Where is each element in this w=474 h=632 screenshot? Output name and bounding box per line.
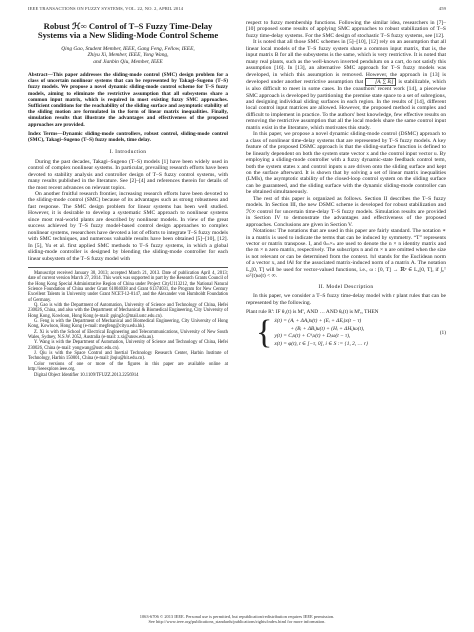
equation-line-4: x(t) = φ(t), t ∈ [−τ, 0], i ∈ S := {1, 2, … r}: [274, 340, 369, 347]
right-paragraph-3: In this paper, we propose a novel dynamic sliding-mode control (DSMC) approach to a class of nonlinear time-delay systems that are represented by T–S fuzzy models. A key feature of the proposed DSMC approach is that the sliding-surface function is defined to be linearly dependent on both the system state vector x and the control input vector u. By employing a sliding-mode controller with a fuzzy dynamic-state feedback control term, both the system states x and control inputs u are driven onto the sliding surface and kept on the surface afterward. It is shown that by solving a set of linear matrix inequalities (LMIs), the asymptotic stability of the closed-loop control system on the sliding surface can be guaranteed, and the sliding surface with the dynamic sliding-mode controller can be obtained simultaneously.: [246, 131, 446, 196]
equation-number: (1): [439, 330, 446, 336]
right-paragraph-2b: is stabilizable, which is also difficult to meet in some cases. In the coauthors' recent work [14], a piecewise SMC approach is developed by partitioning the premise state space to a set of subregions, and designing individual sliding surfaces in each region. In the results of [14], different local control input matrices are allowed. However, the proposed method is complex and difficult to implement in practice. To the authors' best knowledge, few effective results on removing the restrictive assumption that all the local models share the same control input matrix exist in the literature, which motivates this study.: [246, 79, 446, 131]
author-line-3: and Jianbin Qiu, Member, IEEE: [93, 58, 163, 65]
running-head: [28, 6, 446, 11]
right-paragraph-2a: It is noted that all those SMC schemes in [5]–[10], [12] rely on an assumption that all linear local models of the T–S fuzzy system share a common input matrix, that is, the input matrix B for all the subsystems is the same, which is very restrictive. It is noted that many real plants, such as the well-known inverted pendulum on a cart, do not satisfy this assumption [16]. In [13], an alternative SMC approach for T–S fuzzy models was developed, in which this assumption is removed. However, the approach in [13] is developed under another restrictive assumption that: [246, 39, 446, 86]
footnote-manuscript: Manuscript received January 30, 2013; accepted March 21, 2013. Date of publication April 4, 2013; date of current version March 27, 2014. This work was supported in part by the Research Grants Council of the Hong Kong Special Administrative Region of China under Project CityU113212, the National Natural Science Foundation of China under Grant 61004038 and Grant 61374031, the Program for New Century Excellent Talents in University under Grant NCET-12-0147, and the Alexander von Humboldt Foundation of Germany.: [28, 270, 228, 303]
equation-lines: [274, 318, 435, 348]
right-paragraph-2: [246, 39, 446, 131]
copyright-footer: [28, 614, 446, 624]
section-heading-introduction: I. Introduction: [109, 149, 147, 156]
footnote-author-feng: G. Feng is with the Department of Mechanical and Biomedical Engineering, City University of Hong Kong, Kowloon, Hong Kong (e-mail: megfeng@cityu.edu.hk).: [28, 319, 228, 330]
footnote: [28, 267, 228, 378]
right-paragraph-4: The rest of this paper is organized as follows. Section II describes the T–S fuzzy models. In Section III, the new DSMC scheme is developed for robust stabilization and ℋ∞ control for uncertain time-delay T–S fuzzy models. Simulation results are provided in Section IV to demonstrate the advantages and effectiveness of the proposed approaches. Conclusions are given in Section V.: [246, 195, 446, 228]
inline-matrix: [Aᵢ ∑ Bᵢ]: [365, 78, 396, 86]
abstract: Abstract—This paper addresses the sliding-mode control (SMC) design problem for a class of uncertain nonlinear systems that can be represented by Takagi–Sugeno (T–S) fuzzy models. We propose a novel dynamic sliding-mode control scheme for T–S fuzzy models, aiming to eliminate the restrictive assumption that all subsystems share a common input matrix, which is required in most existing fuzzy SMC approaches. Sufficient conditions for the reachability of the sliding surface and asymptotic stability of the sliding motion are formulated in the form of linear matrix inequalities. Finally, simulation results that illustrate the advantages and effectiveness of the proposed approaches are provided.: [28, 72, 228, 128]
author-line-1: Qing Gao, Student Member, IEEE, Gang Feng, Fellow, IEEE,: [61, 45, 195, 52]
equation-line-1: ẋ(t) = (Aᵢ + ΔAᵢ)x(t) + (Eᵢ + ΔEᵢ)x(t − τ): [274, 318, 362, 325]
equation-1: [256, 314, 446, 352]
footnote-author-gao: Q. Gao is with the Department of Automation, University of Science and Technology of China, Hefei 230026, China, and also with the Department of Mechanical & Biomedical Engineering, City University of Hong Kong, Kowloon, Hong Kong (e-mail: gqing2c@mail.ustc.edu.cn).: [28, 303, 228, 319]
left-column: [28, 20, 228, 378]
copyright-line-1: 1063-6706 © 2013 IEEE. Personal use is permitted, but republication/redistribution requires IEEE permission.: [139, 614, 335, 619]
equation-line-2: + (Bᵢ + ΔBᵢ)u(t) + (Hᵢ + ΔHᵢ)ω(t),: [290, 325, 365, 332]
section-heading-model: II. Model Description: [318, 283, 374, 290]
author-line-2: Zhiyu Xi, Member, IEEE, Yong Wang,: [87, 52, 169, 59]
right-column: [246, 20, 446, 352]
footnote-author-wang: Y. Wang is with the Department of Automation, University of Science and Technology of China, Hefei 230026, China (e-mail: yongwang@ustc.edu.cn).: [28, 340, 228, 351]
author-block: [28, 46, 228, 65]
footnote-color-versions: Color versions of one or more of the figures in this paper are available online at http://ieeexplore.ieee.org.: [28, 361, 228, 373]
intro-paragraph-2: On another fruitful research frontier, increasing research efforts have been devoted to the sliding-mode control (SMC) because of its advantages such as strong robustness and fast response. The SMC design problem for linear systems has been well studied. However, it is desirable to develop a systematic SMC approach to nonlinear systems since most real-world plants are described by nonlinear models. In view of the great success achieved by T–S fuzzy model-based control design approaches to complex nonlinear systems, researchers have devoted a lot of efforts to integrate T–S fuzzy models with SMC techniques, and numerous valuable results have been obtained [5]–[10], [12]. In [5], Yu et al. first applied SMC methods to T–S fuzzy systems, in which a global sliding-mode controller is designed by blending the sliding-mode controller for each linear subsystem of the T–S fuzzy model with: [28, 190, 228, 262]
equation-line-3: y(t) = Cᵢx(t) + Cᵈᵢx(t) + Dᵢω(t − τ),: [274, 333, 351, 340]
left-brace: {: [256, 314, 273, 352]
page-number: 459: [438, 6, 446, 11]
right-paragraph-1: respect to fuzzy membership functions. Following the similar idea, researchers in [7]–[10] proposed some results of applying SMC approaches to robust stabilization of T–S fuzzy time-delay systems. For the SMC design of stochastic T–S fuzzy systems, see [12].: [246, 20, 446, 39]
paper-title: Robust ℋ∞ Control of T–S Fuzzy Time-Delay Systems via a New Sliding-Mode Control Scheme: [37, 21, 219, 41]
footnote-author-xi: Z. Xi is with the School of Electrical Engineering and Telecommunications, University of New South Wales, Sydney, N.S.W. 2052, Australia (e-mail: z.xi@unsw.edu.au).: [28, 329, 228, 341]
journal-header: IEEE TRANSACTIONS ON FUZZY SYSTEMS, VOL. 22, NO. 2, APRIL 2014: [28, 6, 184, 11]
model-paragraph-1: In this paper, we consider a T–S fuzzy time-delay model with r plant rules that can be represented by the following.: [246, 293, 446, 306]
index-terms: Index Terms—Dynamic sliding-mode controllers, robust control, sliding-mode control (SMC), Takagi–Sugeno (T–S) fuzzy models, time delay.: [28, 130, 228, 144]
notations-paragraph: Notations: The notations that are used in this paper are fairly standard. The notation ∗ in a matrix is used to indicate the terms that can be induced by symmetry. “T” represents vector or matrix transpose. I, and 0ₘ×ₙ are used to denote the n × n identity matrix and the m × n zero matrix, respectively. The subscripts n and m × n are omitted when the size is not relevant or can be determined from the context. ‖x‖ stands for the Euclidean norm of a vector x, and ‖A‖ for the associated matrix-induced norm of a matrix A. The notation L₂[0, T] will be used for vector-valued functions, i.e., ω : [0, T] → ℝᵖ ∈ L₂[0, T], if ∫₀ᵀ ωᵀ(t)ω(t) < ∞.: [246, 228, 446, 280]
plant-rule: Plant rule Rⁱ: IF θ₁(t) is Mⁱ₁ AND … AND θₑ(t) is Mⁱₑ, THEN: [246, 309, 379, 316]
copyright-line-2: See http://www.ieee.org/publications_standards/publications/rights/index.html for more information.: [148, 619, 326, 625]
intro-paragraph-1: During the past decades, Takagi–Sugeno (T–S) models [1] have been widely used in control of complex nonlinear systems. In particular, prevailing research efforts have been devoted to stability analysis and controller design of T–S fuzzy control systems, with many results published in the literature. See [2]–[4] and references therein for details of the most recent advances on relevant topics.: [28, 158, 228, 191]
footnote-author-qiu: J. Qiu is with the Space Control and Inertial Technology Research Center, Harbin Institute of Technology, Harbin 150001, China (e-mail: jbqiu@hit.edu.cn).: [28, 351, 228, 362]
footnote-doi: Digital Object Identifier 10.1109/TFUZZ.2013.2256914: [34, 372, 139, 378]
